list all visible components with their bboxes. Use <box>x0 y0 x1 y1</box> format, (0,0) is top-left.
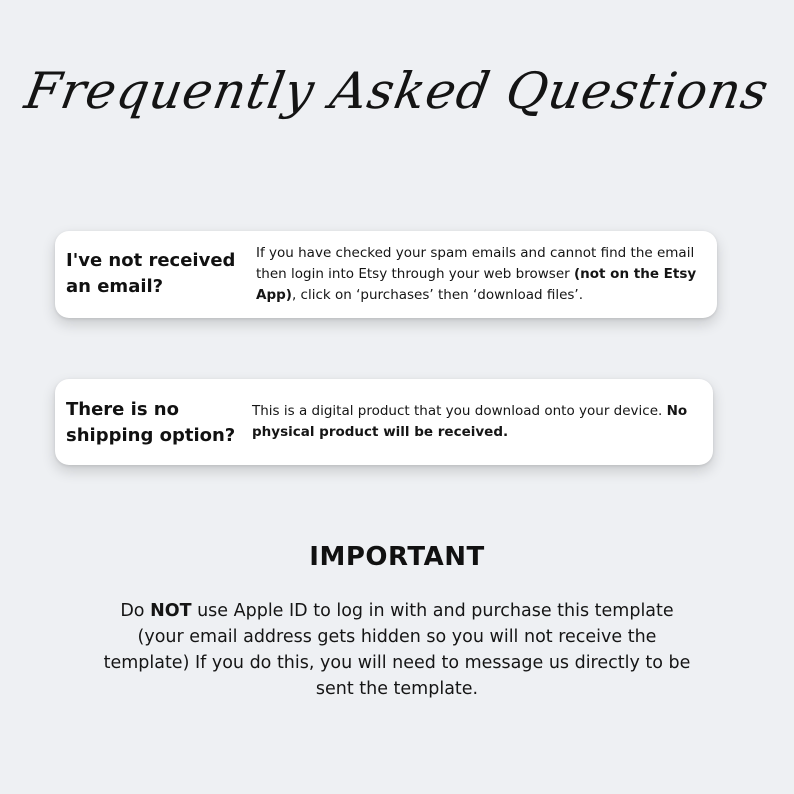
important-heading: IMPORTANT <box>309 542 485 572</box>
faq-answer-bold: No physical product will be received. <box>252 403 688 440</box>
page-title: Frequently Asked Questions <box>20 62 774 120</box>
important-notice <box>97 598 697 702</box>
faq-card-shipping <box>55 379 713 465</box>
faq-question: There is no shipping option? <box>66 399 236 446</box>
faq-answer <box>252 401 702 443</box>
notice-text-end: use Apple ID to log in with and purchase this template (your email address gets hidden so you will not receive the template) If you do this, you will need to message us directly to be sent the template. <box>103 601 691 699</box>
faq-question: I've not received an email? <box>66 250 236 297</box>
faq-answer <box>256 243 706 306</box>
notice-text-bold: NOT <box>150 601 192 621</box>
faq-answer-text-end: , click on ‘purchases’ then ‘download files’. <box>291 287 584 303</box>
faq-card-email <box>55 231 717 318</box>
notice-text-start: Do <box>120 601 151 621</box>
faq-answer-text: This is a digital product that you download onto your device. <box>252 403 667 419</box>
faq-answer-bold: (not on the Etsy App) <box>256 266 697 303</box>
faq-answer-text: If you have checked your spam emails and cannot find the email then login into Etsy through your web browser <box>256 245 695 282</box>
